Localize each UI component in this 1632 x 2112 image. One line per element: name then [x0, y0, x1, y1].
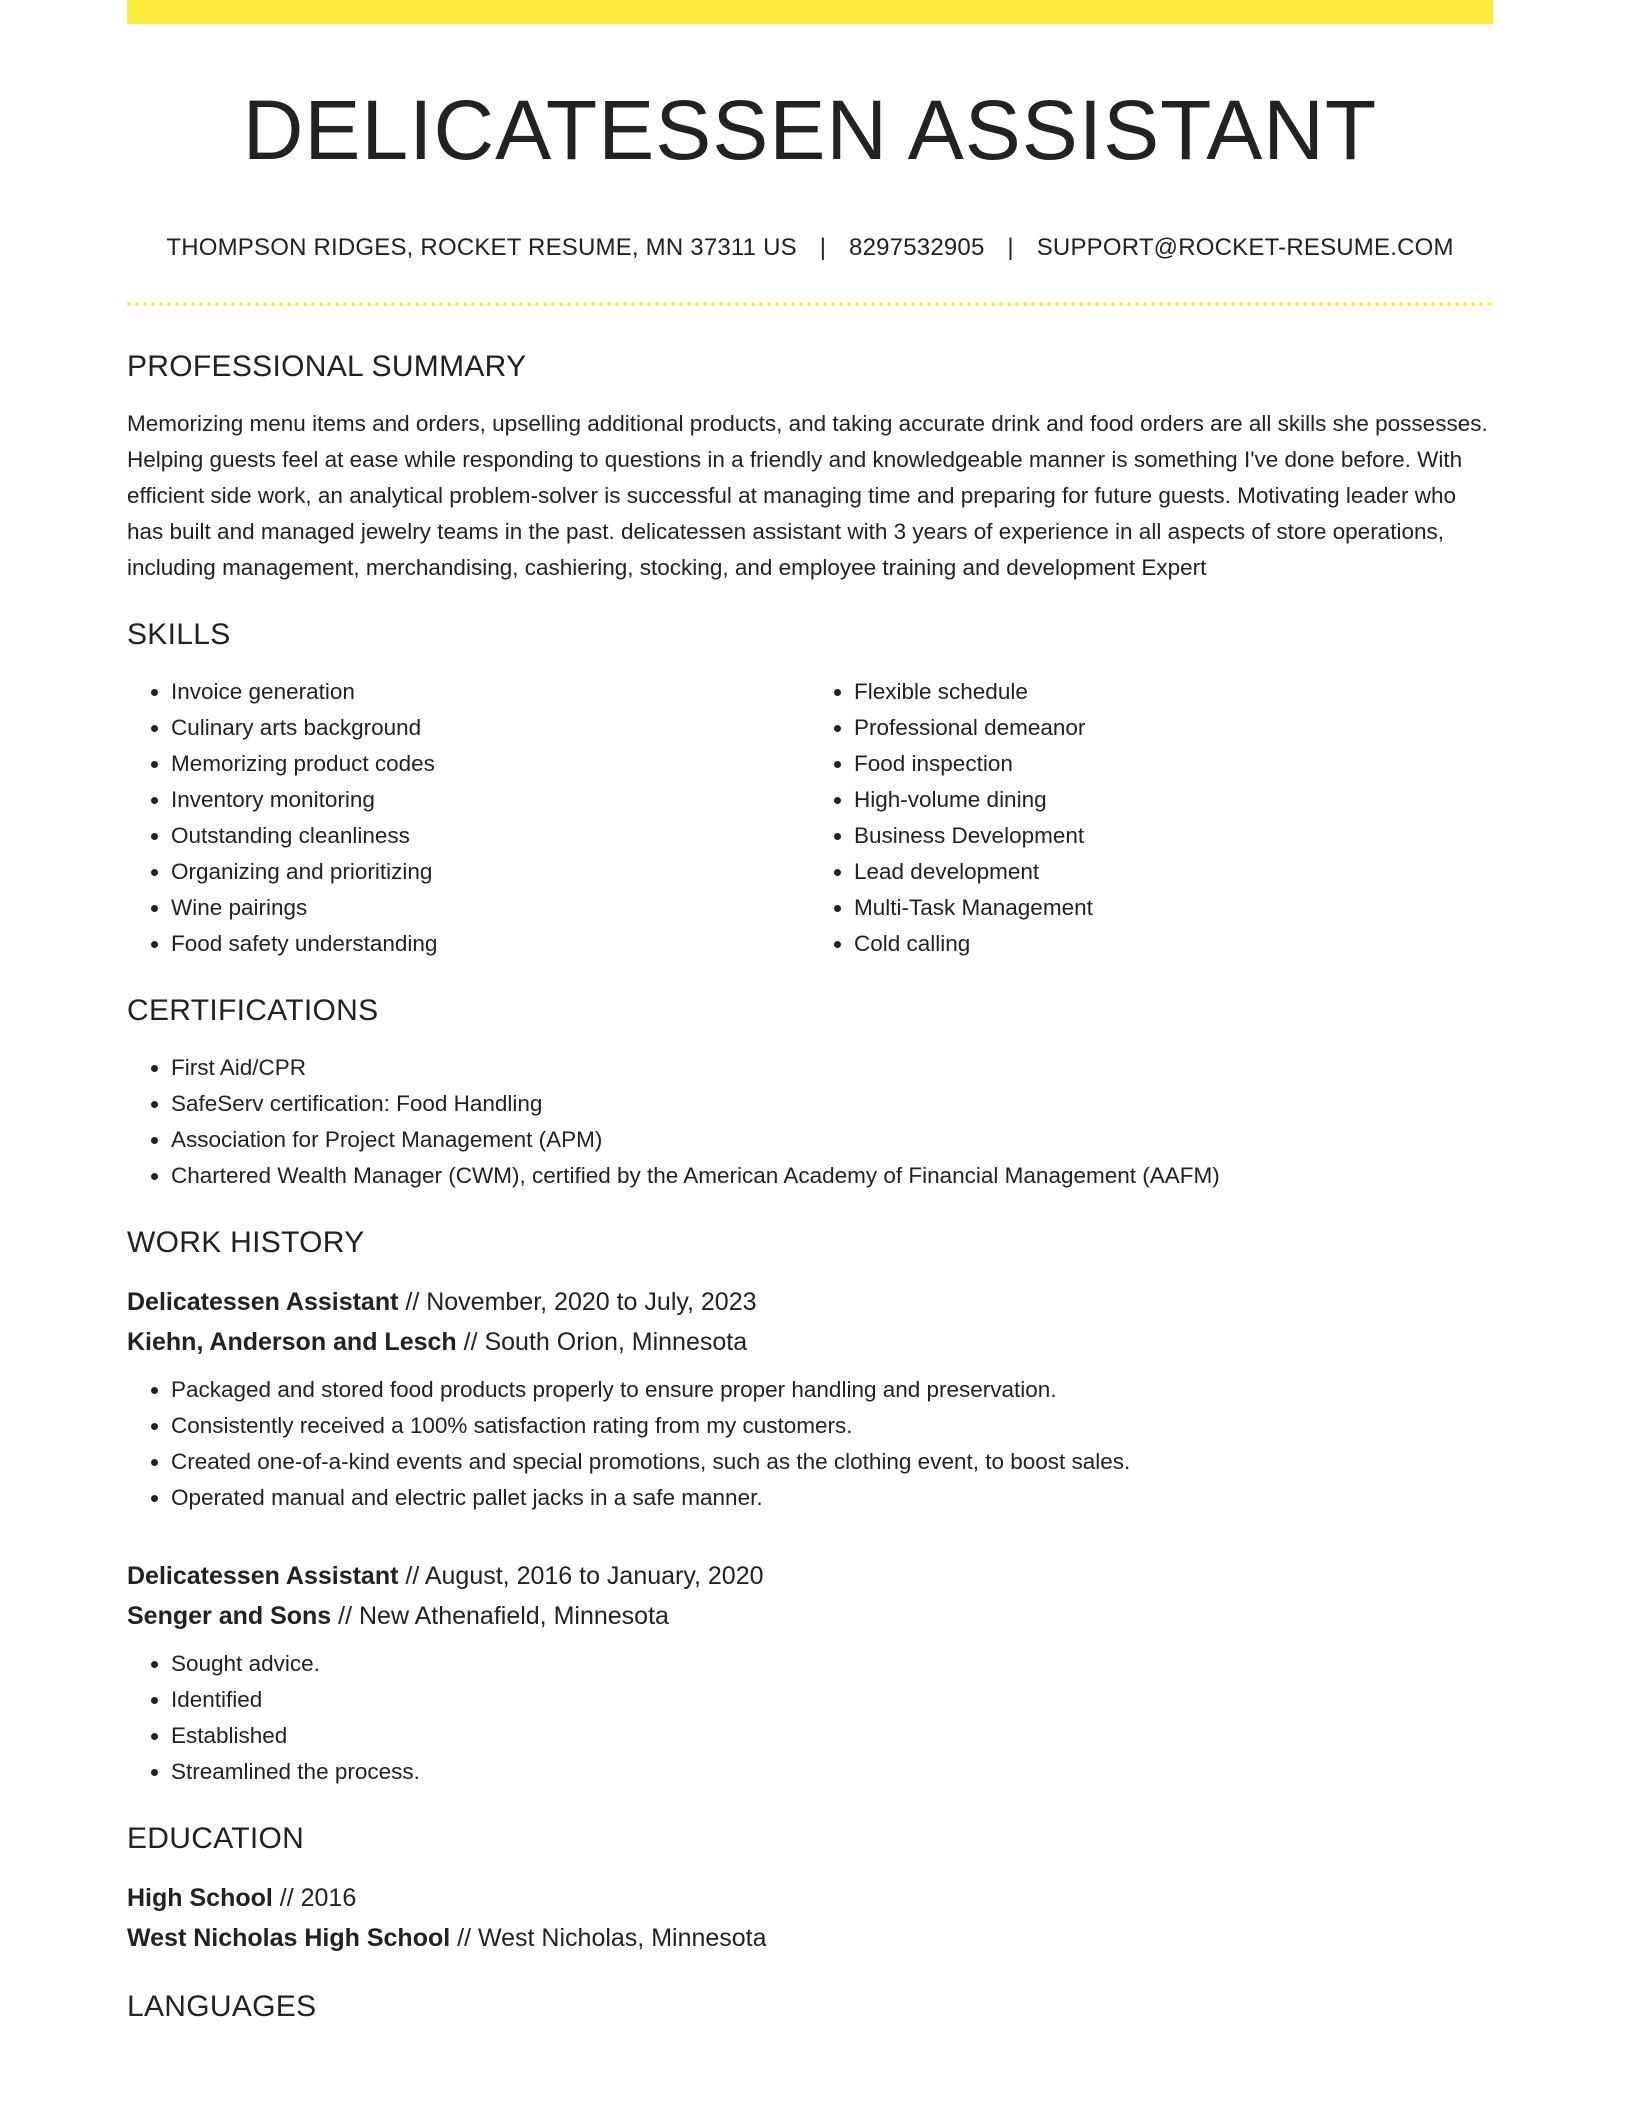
list-item: • Operated manual and electric pallet jacks in a safe manner. — [171, 1480, 1493, 1516]
languages-heading: LANGUAGES — [127, 1990, 317, 2024]
list-item: • Invoice generation — [171, 674, 810, 710]
list-item: • Outstanding cleanliness — [171, 818, 810, 854]
job-bullets — [127, 1372, 1493, 1516]
list-item: • Streamlined the process. — [171, 1754, 1493, 1790]
list-item: • Identified — [171, 1682, 1493, 1718]
education-heading: EDUCATION — [127, 1822, 305, 1856]
summary-text: Memorizing menu items and orders, upselling additional products, and taking accurate drink and food orders are all skills she possesses. Helping guests feel at ease while responding to questions in a friendly and knowledgeable manner is something I've done before. With efficient side work, an analytical problem-solver is successful at managing time and preparing for future guests. Motivating leader who has built and managed jewelry teams in the past. delicatessen assistant with 3 years of experience in all aspects of store operations, including management, merchandising, cashiering, stocking, and employee training and development Expert — [127, 411, 1488, 581]
education-school: West Nicholas High School — [127, 1924, 451, 1953]
list-item: • Culinary arts background — [171, 710, 810, 746]
education-degree-line — [127, 1878, 1493, 1918]
list-item: • Wine pairings — [171, 890, 810, 926]
skills-heading: SKILLS — [127, 618, 231, 652]
work-history-heading: WORK HISTORY — [127, 1226, 365, 1260]
summary-heading: PROFESSIONAL SUMMARY — [127, 350, 527, 384]
job-location: // New Athenafield, Minnesota — [331, 1602, 669, 1631]
list-item: • Business Development — [854, 818, 1493, 854]
list-item: • Flexible schedule — [854, 674, 1493, 710]
list-item: • Multi-Task Management — [854, 890, 1493, 926]
job-role-line — [127, 1282, 1493, 1322]
education-entry — [127, 1878, 1493, 1958]
job-role: Delicatessen Assistant — [127, 1562, 399, 1591]
list-item: • Inventory monitoring — [171, 782, 810, 818]
skills-grid — [127, 674, 1493, 962]
skills-list-left — [127, 674, 810, 962]
list-item: • First Aid/CPR — [171, 1050, 1493, 1086]
certifications-heading: CERTIFICATIONS — [127, 994, 379, 1028]
job-company: Senger and Sons — [127, 1602, 332, 1631]
job-dates: // November, 2020 to July, 2023 — [398, 1288, 757, 1317]
job-location: // South Orion, Minnesota — [456, 1328, 748, 1357]
job-company: Kiehn, Anderson and Lesch — [127, 1328, 457, 1357]
contact-separator: | — [819, 234, 827, 262]
job-entry — [127, 1282, 1493, 1516]
list-item: • Cold calling — [854, 926, 1493, 962]
certifications-list — [127, 1050, 1493, 1194]
education-location: // West Nicholas, Minnesota — [450, 1924, 767, 1953]
list-item: • Memorizing product codes — [171, 746, 810, 782]
contact-line — [127, 234, 1493, 262]
job-role-line — [127, 1556, 1493, 1596]
list-item: • Food safety understanding — [171, 926, 810, 962]
list-item: • Created one-of-a-kind events and special promotions, such as the clothing event, to boost sales. — [171, 1444, 1493, 1480]
list-item: • Chartered Wealth Manager (CWM), certified by the American Academy of Financial Management (AAFM) — [171, 1158, 1493, 1194]
contact-email: SUPPORT@ROCKET-RESUME.COM — [1036, 234, 1454, 262]
resume-page — [127, 0, 1493, 2024]
job-entry — [127, 1556, 1493, 1790]
list-item: • Food inspection — [854, 746, 1493, 782]
list-item: • Sought advice. — [171, 1646, 1493, 1682]
job-company-line — [127, 1596, 1493, 1636]
list-item: • High-volume dining — [854, 782, 1493, 818]
contact-phone: 8297532905 — [849, 234, 985, 262]
candidate-title: DELICATESSEN ASSISTANT — [242, 83, 1378, 177]
list-item: • Packaged and stored food products properly to ensure proper handling and preservation. — [171, 1372, 1493, 1408]
contact-separator: | — [1007, 234, 1014, 262]
list-item: • Established — [171, 1718, 1493, 1754]
job-company-line — [127, 1322, 1493, 1362]
list-item: • SafeServ certification: Food Handling — [171, 1086, 1493, 1122]
education-year: // 2016 — [272, 1884, 357, 1913]
education-school-line — [127, 1918, 1493, 1958]
contact-address: THOMPSON RIDGES, ROCKET RESUME, MN 37311 US — [166, 234, 797, 262]
skills-list-right — [810, 674, 1493, 962]
list-item: • Association for Project Management (APM) — [171, 1122, 1493, 1158]
education-degree: High School — [127, 1884, 273, 1913]
job-bullets — [127, 1646, 1493, 1790]
list-item: • Organizing and prioritizing — [171, 854, 810, 890]
dotted-divider — [127, 302, 1493, 306]
list-item: • Professional demeanor — [854, 710, 1493, 746]
top-accent-bar — [127, 0, 1493, 24]
list-item: • Consistently received a 100% satisfaction rating from my customers. — [171, 1408, 1493, 1444]
list-item: • Lead development — [854, 854, 1493, 890]
job-dates: // August, 2016 to January, 2020 — [398, 1562, 764, 1591]
job-role: Delicatessen Assistant — [127, 1288, 399, 1317]
